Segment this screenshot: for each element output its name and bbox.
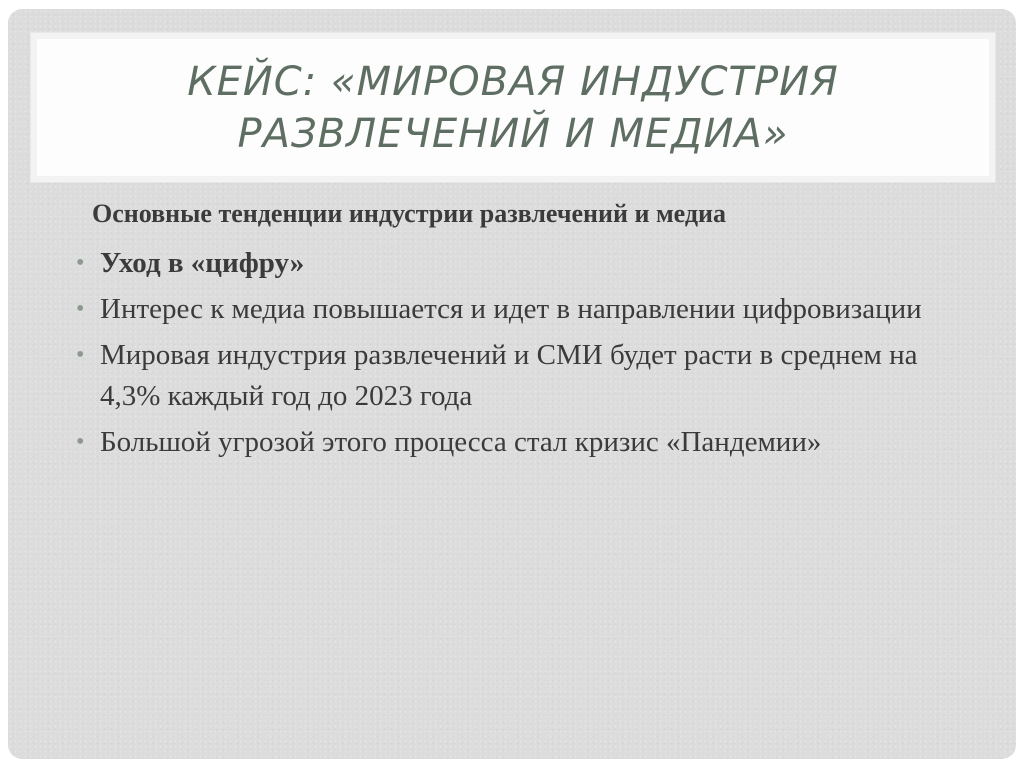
bullet-text: Мировая индустрия развлечений и СМИ будет расти в среднем на 4,3% каждый год до 2023 года — [100, 339, 918, 412]
bullet-item — [68, 422, 968, 463]
slide-title: КЕЙС: «МИРОВАЯ ИНДУСТРИЯ РАЗВЛЕЧЕНИЙ И МЕДИА» — [187, 58, 839, 157]
bullet-text: Интерес к медиа повышается и идет в направлении цифровизации — [100, 293, 922, 325]
bullet-item — [68, 335, 968, 417]
bullet-item — [68, 243, 968, 284]
slide-body — [68, 191, 968, 468]
bullet-text: Большой угрозой этого процесса стал кризис «Пандемии» — [100, 426, 822, 458]
bullet-icon: • — [76, 342, 85, 368]
bullet-item — [68, 289, 968, 330]
bullet-icon: • — [76, 250, 85, 276]
bullet-icon: • — [76, 429, 85, 455]
bullet-list — [68, 243, 968, 463]
bullet-text: Уход в «цифру» — [100, 247, 305, 279]
title-box — [30, 32, 996, 183]
slide — [8, 9, 1016, 759]
slide-subtitle: Основные тенденции индустрии развлечений и медиа — [92, 199, 726, 228]
bullet-icon: • — [76, 296, 85, 322]
